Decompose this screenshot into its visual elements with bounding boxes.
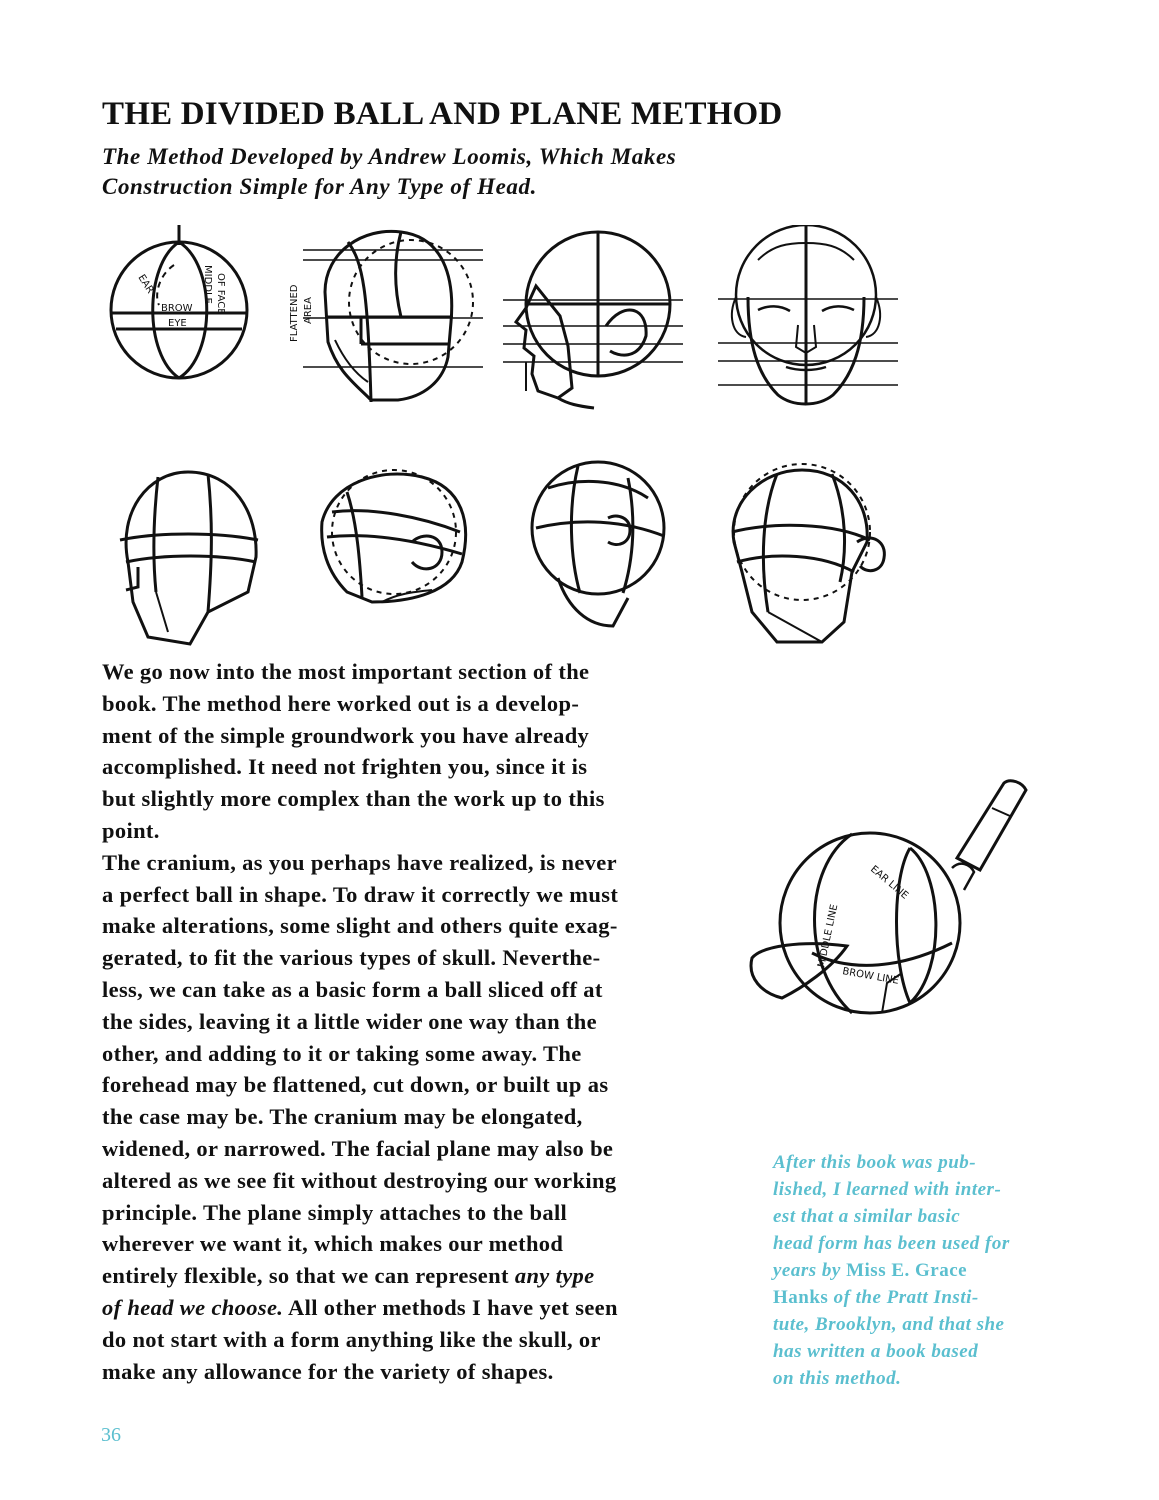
body-line [102,1292,742,1324]
sidenote-line: After this book was pub- [773,1152,977,1173]
body-line: make alterations, some slight and others quite exag- [102,913,618,939]
body-emphasis: of head we choose. [102,1294,284,1320]
figure-head-tilted [518,458,678,633]
body-line: make any allowance for the variety of shapes. [102,1358,554,1384]
label-ear-line: EAR LINE [868,863,911,902]
figure-head-side-block [283,222,483,412]
sidenote-line: on this method. [773,1368,902,1389]
subtitle-line: The Method Developed by Andrew Loomis, Which Makes [102,144,677,169]
sidenote-line: lished, I learned with inter- [773,1179,1002,1200]
page-title: THE DIVIDED BALL AND PLANE METHOD [102,96,783,132]
body-line: We go now into the most important section of the [102,659,590,684]
figure-sliced-ball [742,778,1032,1043]
body-line: but slightly more complex than the work up to this [102,786,605,812]
sidenote-name: Miss E. Grace [846,1260,968,1281]
body-line: gerated, to fit the various types of skull. Neverthe- [102,945,601,971]
body-line: book. The method here worked out is a develop- [102,690,580,716]
body-line: do not start with a form anything like the skull, or [102,1326,601,1352]
sidenote-line: head form has been used for [773,1233,1010,1254]
sidenote-line: has written a book based [773,1341,979,1362]
body-line: widened, or narrowed. The facial plane may also be [102,1135,614,1161]
sidenote-line: tute, Brooklyn, and that she [773,1314,1005,1335]
body-line: ment of the simple groundwork you have already [102,722,590,748]
label-middle-line: MIDDLE LINE [816,903,841,969]
subtitle-line: Construction Simple for Any Type of Head. [102,174,537,199]
figure-head-profile-block [302,462,482,612]
body-line: principle. The plane simply attaches to the ball [102,1199,568,1225]
body-line: The cranium, as you perhaps have realized, is never [102,849,617,875]
sidenote [773,1149,1073,1392]
sidenote-name: Hanks [773,1287,829,1308]
body-segment: All other methods I have yet seen [283,1294,618,1320]
label-area: AREA [303,297,314,324]
body-line: less, we can take as a basic form a ball sliced off at [102,976,603,1002]
subtitle [102,142,822,202]
sidenote-line [773,1257,1073,1284]
body-text [102,656,742,1387]
body-line: wherever we want it, which makes our method [102,1231,564,1257]
body-line: accomplished. It need not frighten you, since it is [102,754,588,780]
figure-head-three-quarter-back [108,462,268,652]
label-middle: MIDDLE [202,265,213,304]
label-eye: EYE [168,318,187,329]
figure-divided-ball [104,225,254,400]
label-brow: BROW [161,303,193,314]
figure-head-front [718,225,898,410]
sidenote-segment: years by [773,1260,847,1281]
body-line: a perfect ball in shape. To draw it correctly we must [102,881,619,907]
sidenote-line: est that a similar basic [773,1206,961,1227]
label-of-face: OF FACE [215,273,226,315]
body-line: forehead may be flattened, cut down, or built up as [102,1072,609,1098]
body-line: point. [102,817,160,843]
body-line: other, and adding to it or taking some away. The [102,1040,582,1066]
figure-head-three-quarter-front [722,462,892,647]
body-segment: entirely flexible, so that we can represent [102,1263,515,1289]
body-line [102,1260,742,1292]
sidenote-line [773,1284,1073,1311]
sidenote-segment: of the Pratt Insti- [828,1287,979,1308]
body-line: the sides, leaving it a little wider one way than the [102,1008,597,1034]
figure-head-profile [498,226,688,411]
body-line: the case may be. The cranium may be elongated, [102,1104,583,1130]
body-line: altered as we see fit without destroying our working [102,1167,617,1193]
label-brow-line: BROW LINE [841,966,900,987]
body-emphasis: any type [514,1263,595,1289]
page-number: 36 [101,1424,121,1446]
label-flattened: FLATTENED [289,284,300,342]
label-ear: EAR [135,272,156,296]
